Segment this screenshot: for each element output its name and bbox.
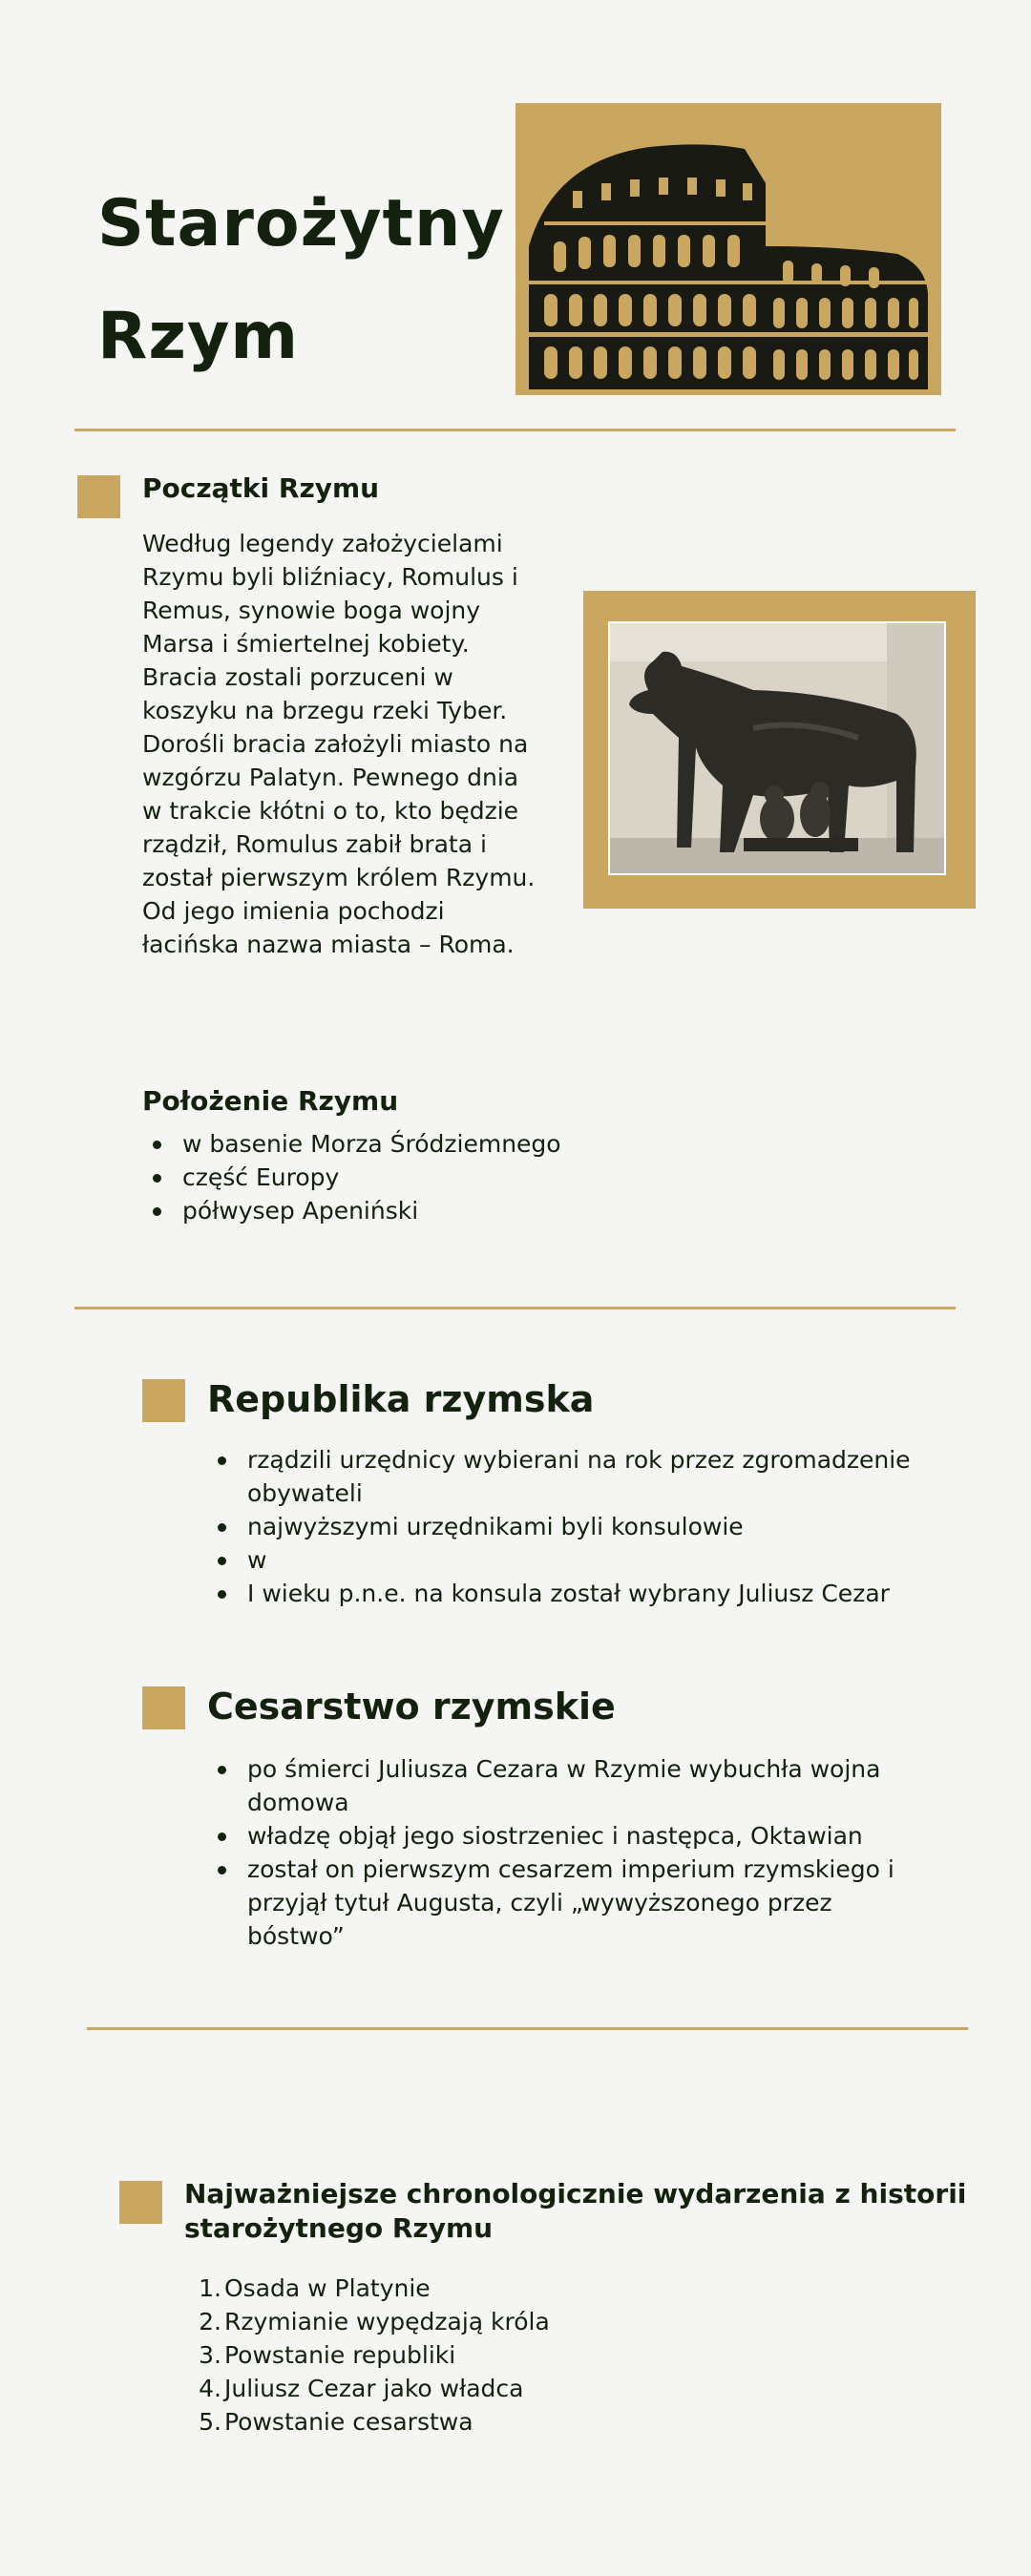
list-item: w	[207, 1543, 933, 1577]
list-item: władzę objął jego siostrzeniec i następca, Oktawian	[207, 1819, 933, 1853]
list-item: I wieku p.n.e. na konsula został wybrany Juliusz Cezar	[207, 1577, 933, 1610]
polozenie-list	[142, 1127, 810, 1227]
list-item: najwyższymi urzędnikami byli konsulowie	[207, 1510, 933, 1543]
list-item: 2. Rzymianie wypędzają króla	[199, 2308, 550, 2335]
colosseum-icon	[516, 103, 941, 395]
capitoline-wolf-statue-icon	[610, 623, 944, 873]
list-item: 4. Juliusz Cezar jako władca	[199, 2375, 524, 2402]
chronologia-list	[191, 2272, 859, 2439]
wolf-image	[583, 591, 976, 909]
section-marker	[119, 2181, 162, 2224]
section-marker	[142, 1686, 185, 1729]
section-heading-polozenie: Położenie Rzymu	[142, 1085, 399, 1117]
list-item: 1. Osada w Platynie	[199, 2274, 431, 2302]
cesarstwo-list	[207, 1752, 933, 1953]
list-item: część Europy	[142, 1161, 810, 1194]
republika-list	[207, 1443, 933, 1610]
list-item: rządzili urzędnicy wybierani na rok przez zgromadzenie obywateli	[207, 1443, 933, 1510]
list-item: po śmierci Juliusza Cezara w Rzymie wybuchła wojna domowa	[207, 1752, 933, 1819]
list-item: został on pierwszym cesarzem imperium rzymskiego i przyjął tytuł Augusta, czyli „wywyższonego przez bóstwo”	[207, 1853, 933, 1953]
list-item: 3. Powstanie republiki	[199, 2341, 456, 2369]
page-title: Starożytny Rzym	[97, 186, 505, 374]
list-item: 5. Powstanie cesarstwa	[199, 2408, 473, 2436]
section-heading-chronologia: Najważniejsze chronologicznie wydarzenia z historii starożytnego Rzymu	[184, 2178, 967, 2244]
section-divider	[74, 1307, 956, 1309]
section-marker	[77, 475, 120, 518]
list-item: półwysep Apeniński	[142, 1194, 810, 1227]
section-divider	[74, 429, 956, 431]
section-heading-republika: Republika rzymska	[207, 1378, 595, 1420]
section-heading-cesarstwo: Cesarstwo rzymskie	[207, 1686, 616, 1728]
list-item: w basenie Morza Śródziemnego	[142, 1127, 810, 1161]
section-marker	[142, 1379, 185, 1422]
colosseum-image	[516, 103, 941, 395]
section-divider	[87, 2027, 968, 2030]
poczatki-text: Według legendy założycielami Rzymu byli bliźniacy, Romulus i Remus, synowie boga wojny Marsa i śmiertelnej kobiety. Bracia zostali porzuceni w koszyku na brzegu rzeki Tyber. Dorośli bracia założyli miasto na wzgórzu Palatyn. Pewnego dnia w trakcie kłótni o to, kto będzie rządził, Romulus zabił brata i został pierwszym królem Rzymu. Od jego imienia pochodzi łacińska nazwa miasta – Roma.	[142, 530, 536, 958]
section-heading-poczatki: Początki Rzymu	[142, 472, 380, 504]
